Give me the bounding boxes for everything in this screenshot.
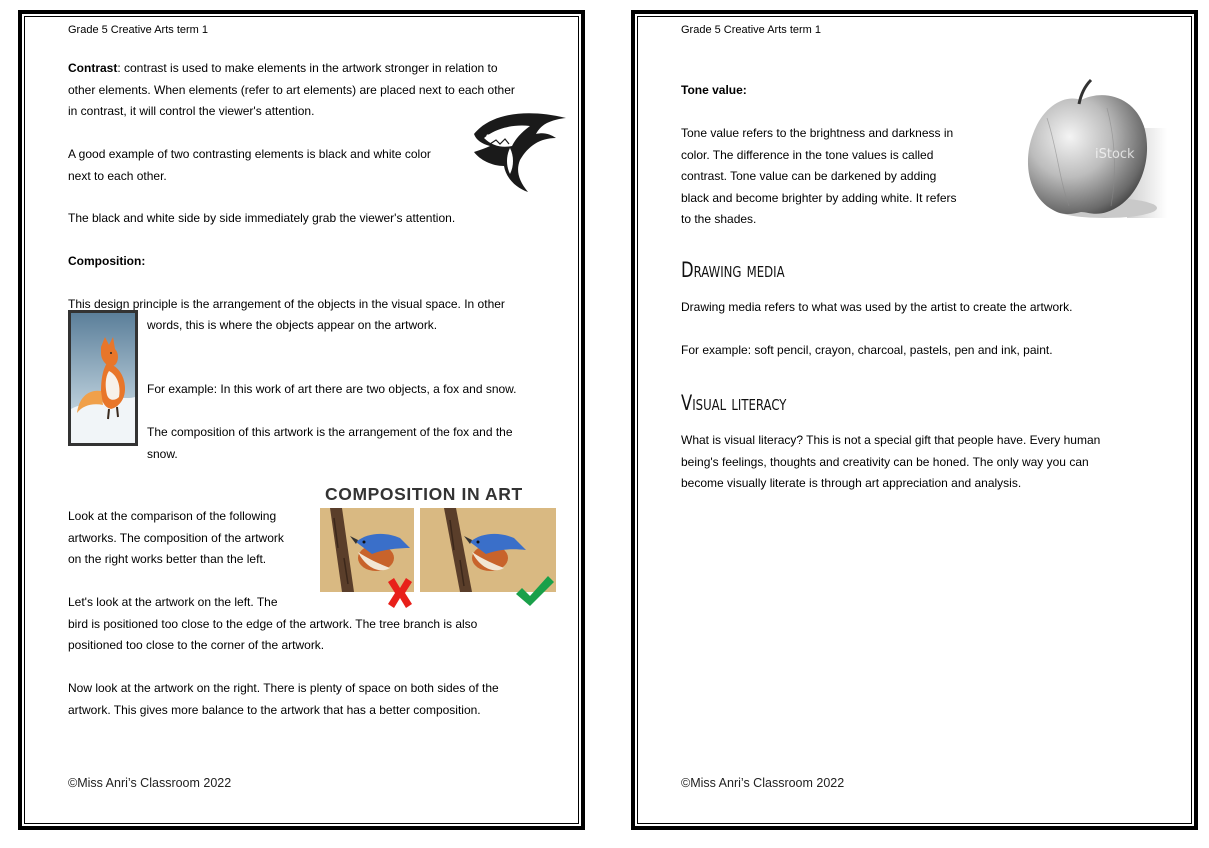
tone-line: color. The difference in the tone values is called xyxy=(681,147,934,162)
contrast-example-line: next to each other. xyxy=(68,168,167,183)
contrast-line: other elements. When elements (refer to art elements) are placed next to each other xyxy=(68,82,515,97)
apple-sketch-image xyxy=(987,78,1167,228)
contrast-example-line: A good example of two contrasting elements is black and white color xyxy=(68,147,431,161)
composition-heading: Composition: xyxy=(68,254,146,268)
comparison-intro-line: on the right works better than the left. xyxy=(68,552,267,566)
drawing-media-line: Drawing media refers to what was used by the artist to create the artwork. xyxy=(681,300,1073,314)
fox-artwork-image xyxy=(68,310,138,446)
composition-image-title: COMPOSITION IN ART xyxy=(325,484,523,504)
tone-line: Tone value refers to the brightness and darkness in xyxy=(681,126,954,140)
tone-line: black and become brighter by adding white. It refers xyxy=(681,190,957,205)
tone-paragraph xyxy=(681,123,956,231)
visual-literacy-line: being's feelings, thoughts and creativity can be honed. The only way you can xyxy=(681,454,1089,469)
composition-arrangement-line: The composition of this artwork is the arrangement of the fox and the xyxy=(147,425,513,439)
comparison-left-text xyxy=(68,592,477,657)
visual-literacy-heading: Visual literacy xyxy=(681,391,787,415)
composition-arrangement-line: snow. xyxy=(147,446,178,461)
drawing-media-heading: Drawing media xyxy=(681,258,785,282)
right-page xyxy=(631,10,1198,830)
composition-line: words, this is where the objects appear on the artwork. xyxy=(147,318,438,332)
visual-literacy-paragraph xyxy=(681,430,1100,495)
visual-literacy-line: become visually literate is through art appreciation and analysis. xyxy=(681,476,1022,490)
tone-heading: Tone value: xyxy=(681,83,747,97)
comparison-intro-line: Look at the comparison of the following xyxy=(68,509,277,523)
tone-line: to the shades. xyxy=(681,212,757,226)
drawing-media-example: For example: soft pencil, crayon, charcoal, pastels, pen and ink, paint. xyxy=(681,343,1053,357)
comparison-left-line: Let's look at the artwork on the left. The xyxy=(68,595,278,609)
composition-arrangement xyxy=(147,422,513,465)
contrast-term: Contrast xyxy=(68,61,118,75)
shark-illustration xyxy=(470,104,570,196)
contrast-line: in contrast, it will control the viewer's attention. xyxy=(68,104,315,118)
composition-line: This design principle is the arrangement of the objects in the visual space. In other xyxy=(68,297,505,311)
composition-example: For example: In this work of art there are two objects, a fox and snow. xyxy=(147,382,517,396)
contrast-line: : contrast is used to make elements in the artwork stronger in relation to xyxy=(117,61,498,75)
page-footer: ©Miss Anri’s Classroom 2022 xyxy=(681,776,845,790)
comparison-intro-line: artworks. The composition of the artwork xyxy=(68,530,284,545)
visual-literacy-line: What is visual literacy? This is not a special gift that people have. Every human xyxy=(681,433,1101,447)
svg-text:iStock: iStock xyxy=(1095,147,1135,162)
contrast-example xyxy=(68,144,431,187)
page-header: Grade 5 Creative Arts term 1 xyxy=(681,24,821,36)
comparison-right-line: Now look at the artwork on the right. There is plenty of space on both sides of the xyxy=(68,681,499,695)
comparison-left-line: positioned too close to the corner of the artwork. xyxy=(68,638,325,652)
contrast-summary: The black and white side by side immediately grab the viewer's attention. xyxy=(68,211,456,225)
page-header: Grade 5 Creative Arts term 1 xyxy=(68,24,208,36)
comparison-right-line: artwork. This gives more balance to the artwork that has a better composition. xyxy=(68,702,481,717)
contrast-paragraph xyxy=(68,58,515,123)
tone-line: contrast. Tone value can be darkened by adding xyxy=(681,169,937,183)
page-footer: ©Miss Anri’s Classroom 2022 xyxy=(68,776,232,790)
comparison-left-line: bird is positioned too close to the edge of the artwork. The tree branch is also xyxy=(68,616,478,631)
comparison-right-text xyxy=(68,678,499,721)
comparison-intro xyxy=(68,506,284,571)
left-page xyxy=(18,10,585,830)
